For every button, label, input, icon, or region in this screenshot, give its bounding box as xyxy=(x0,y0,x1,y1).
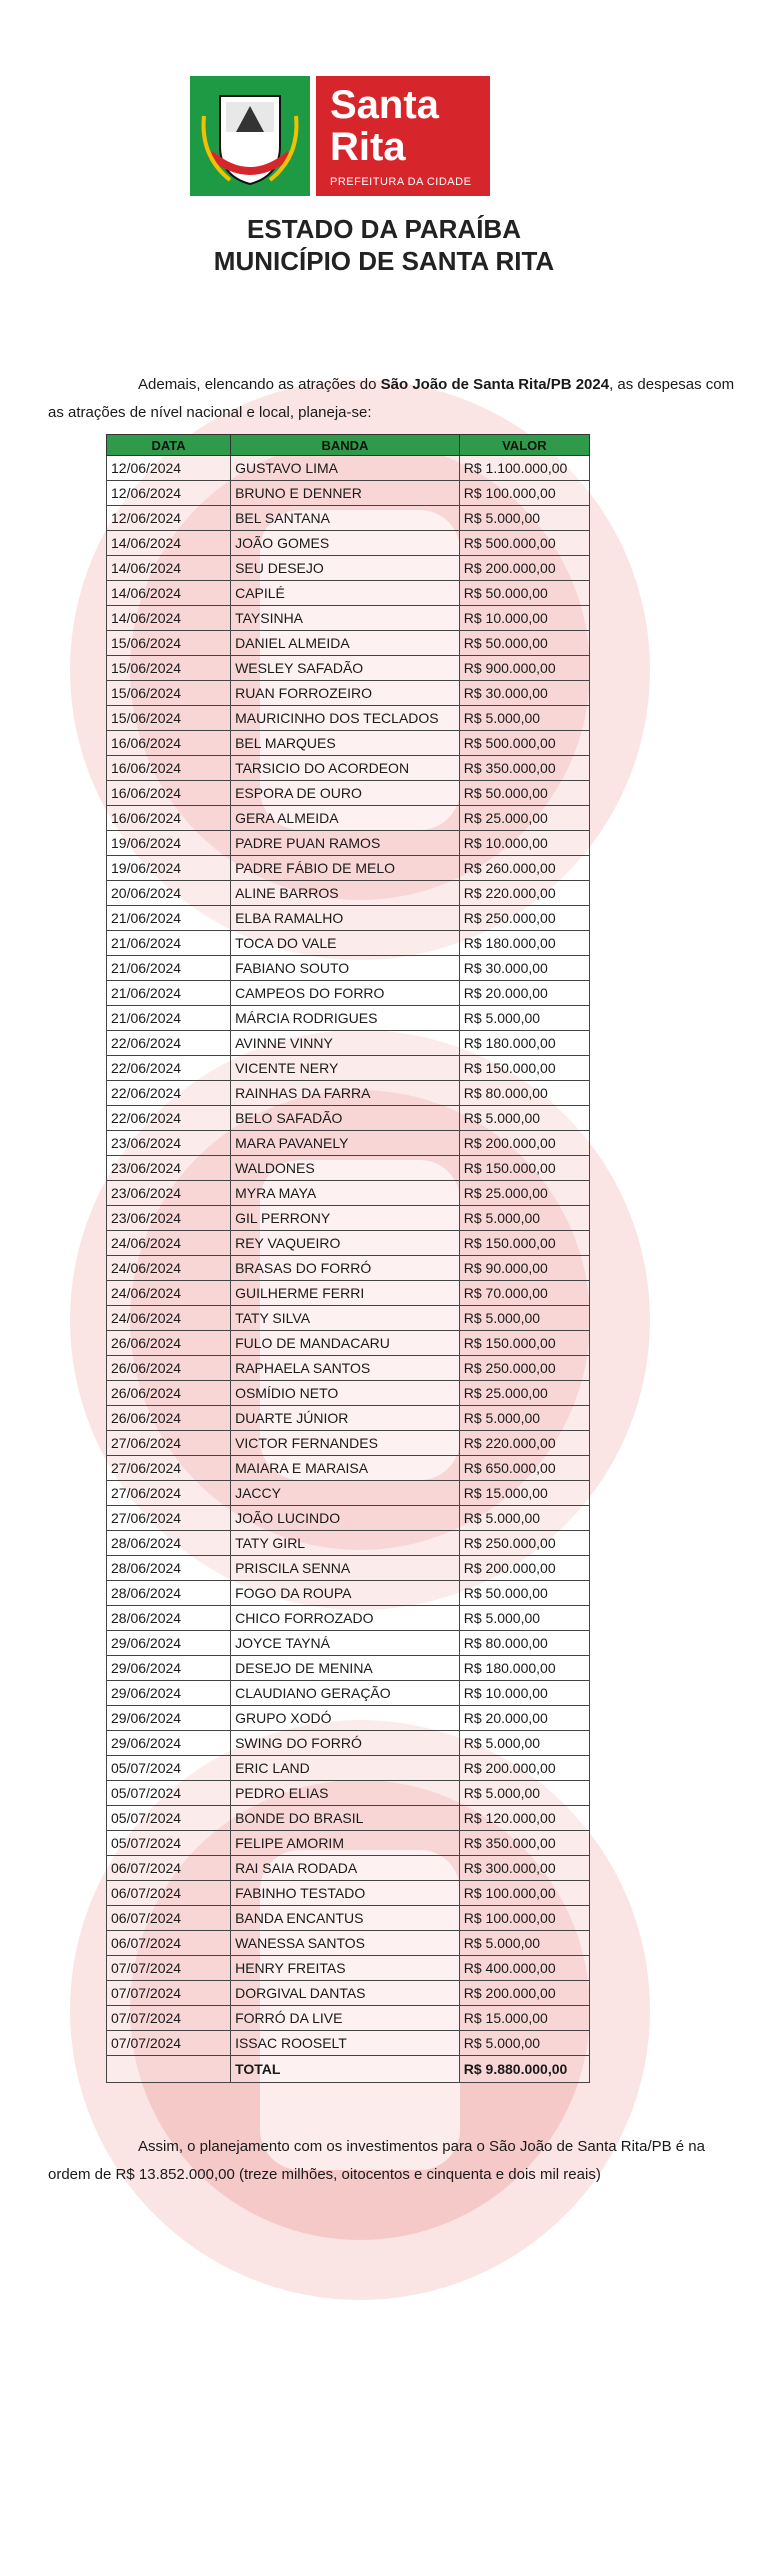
value-cell: R$ 150.000,00 xyxy=(459,1231,589,1256)
value-cell: R$ 200.000,00 xyxy=(459,1756,589,1781)
value-cell: R$ 120.000,00 xyxy=(459,1806,589,1831)
value-cell: R$ 50.000,00 xyxy=(459,1581,589,1606)
date-cell: 26/06/2024 xyxy=(107,1406,231,1431)
table-header-row xyxy=(107,435,590,456)
date-cell: 27/06/2024 xyxy=(107,1456,231,1481)
table-row xyxy=(107,581,590,606)
brand-tagline: PREFEITURA DA CIDADE xyxy=(330,176,472,188)
band-cell: CLAUDIANO GERAÇÃO xyxy=(231,1681,460,1706)
value-cell: R$ 200.000,00 xyxy=(459,1556,589,1581)
band-cell: MAIARA E MARAISA xyxy=(231,1456,460,1481)
table-row xyxy=(107,1106,590,1131)
value-cell: R$ 25.000,00 xyxy=(459,1381,589,1406)
table-row xyxy=(107,681,590,706)
value-cell: R$ 30.000,00 xyxy=(459,956,589,981)
band-cell: ELBA RAMALHO xyxy=(231,906,460,931)
table-row xyxy=(107,506,590,531)
table-row xyxy=(107,1206,590,1231)
band-cell: REY VAQUEIRO xyxy=(231,1231,460,1256)
band-cell: TARSICIO DO ACORDEON xyxy=(231,756,460,781)
table-row xyxy=(107,1231,590,1256)
table-row xyxy=(107,706,590,731)
value-cell: R$ 30.000,00 xyxy=(459,681,589,706)
value-cell: R$ 5.000,00 xyxy=(459,1606,589,1631)
band-cell: PRISCILA SENNA xyxy=(231,1556,460,1581)
table-row xyxy=(107,1956,590,1981)
table-row xyxy=(107,1731,590,1756)
value-cell: R$ 400.000,00 xyxy=(459,1956,589,1981)
table-row xyxy=(107,1931,590,1956)
value-cell: R$ 150.000,00 xyxy=(459,1056,589,1081)
value-cell: R$ 5.000,00 xyxy=(459,506,589,531)
value-cell: R$ 90.000,00 xyxy=(459,1256,589,1281)
date-cell: 27/06/2024 xyxy=(107,1431,231,1456)
date-cell: 29/06/2024 xyxy=(107,1731,231,1756)
date-cell: 07/07/2024 xyxy=(107,2006,231,2031)
value-cell: R$ 15.000,00 xyxy=(459,1481,589,1506)
band-cell: WESLEY SAFADÃO xyxy=(231,656,460,681)
table-row xyxy=(107,731,590,756)
table-row xyxy=(107,981,590,1006)
value-cell: R$ 5.000,00 xyxy=(459,1506,589,1531)
table-row xyxy=(107,1706,590,1731)
date-cell: 22/06/2024 xyxy=(107,1106,231,1131)
band-cell: RAINHAS DA FARRA xyxy=(231,1081,460,1106)
band-cell: TOCA DO VALE xyxy=(231,931,460,956)
table-row xyxy=(107,1606,590,1631)
date-cell: 26/06/2024 xyxy=(107,1356,231,1381)
table-row xyxy=(107,1581,590,1606)
table-row xyxy=(107,1081,590,1106)
date-cell: 06/07/2024 xyxy=(107,1906,231,1931)
brand-line-2: Rita xyxy=(330,125,406,169)
table-row xyxy=(107,931,590,956)
date-cell: 12/06/2024 xyxy=(107,506,231,531)
city-crest-icon xyxy=(190,76,310,196)
band-cell: ERIC LAND xyxy=(231,1756,460,1781)
band-cell: WANESSA SANTOS xyxy=(231,1931,460,1956)
band-cell: ESPORA DE OURO xyxy=(231,781,460,806)
band-cell: MAURICINHO DOS TECLADOS xyxy=(231,706,460,731)
date-cell: 24/06/2024 xyxy=(107,1281,231,1306)
value-cell: R$ 180.000,00 xyxy=(459,1031,589,1056)
table-row xyxy=(107,1031,590,1056)
table-row xyxy=(107,781,590,806)
value-cell: R$ 5.000,00 xyxy=(459,1406,589,1431)
date-cell: 16/06/2024 xyxy=(107,806,231,831)
band-cell: TATY GIRL xyxy=(231,1531,460,1556)
band-cell: SWING DO FORRÓ xyxy=(231,1731,460,1756)
date-cell: 05/07/2024 xyxy=(107,1831,231,1856)
value-cell: R$ 100.000,00 xyxy=(459,481,589,506)
value-cell: R$ 5.000,00 xyxy=(459,1006,589,1031)
date-cell: 21/06/2024 xyxy=(107,1006,231,1031)
value-cell: R$ 250.000,00 xyxy=(459,906,589,931)
value-cell: R$ 900.000,00 xyxy=(459,656,589,681)
value-cell: R$ 5.000,00 xyxy=(459,1781,589,1806)
date-cell: 12/06/2024 xyxy=(107,456,231,481)
band-cell: FORRÓ DA LIVE xyxy=(231,2006,460,2031)
band-cell: VICTOR FERNANDES xyxy=(231,1431,460,1456)
table-row xyxy=(107,1406,590,1431)
date-cell: 23/06/2024 xyxy=(107,1131,231,1156)
table-row xyxy=(107,1906,590,1931)
band-cell: MYRA MAYA xyxy=(231,1181,460,1206)
band-cell: RUAN FORROZEIRO xyxy=(231,681,460,706)
band-cell: PEDRO ELIAS xyxy=(231,1781,460,1806)
date-cell: 15/06/2024 xyxy=(107,656,231,681)
date-cell: 16/06/2024 xyxy=(107,781,231,806)
state-heading: ESTADO DA PARAÍBA xyxy=(247,214,521,244)
table-row xyxy=(107,481,590,506)
band-cell: FELIPE AMORIM xyxy=(231,1831,460,1856)
table-row xyxy=(107,1856,590,1881)
band-cell: FABIANO SOUTO xyxy=(231,956,460,981)
value-cell: R$ 200.000,00 xyxy=(459,1131,589,1156)
date-cell: 22/06/2024 xyxy=(107,1056,231,1081)
table-row xyxy=(107,2006,590,2031)
value-cell: R$ 5.000,00 xyxy=(459,1731,589,1756)
table-row xyxy=(107,1431,590,1456)
band-cell: RAPHAELA SANTOS xyxy=(231,1356,460,1381)
table-total-row xyxy=(107,2056,590,2083)
value-cell: R$ 5.000,00 xyxy=(459,1931,589,1956)
value-cell: R$ 150.000,00 xyxy=(459,1156,589,1181)
table-row xyxy=(107,456,590,481)
value-cell: R$ 300.000,00 xyxy=(459,1856,589,1881)
value-cell: R$ 50.000,00 xyxy=(459,581,589,606)
value-cell: R$ 260.000,00 xyxy=(459,856,589,881)
date-cell: 05/07/2024 xyxy=(107,1806,231,1831)
value-cell: R$ 220.000,00 xyxy=(459,881,589,906)
band-cell: GUSTAVO LIMA xyxy=(231,456,460,481)
date-cell: 14/06/2024 xyxy=(107,531,231,556)
value-cell: R$ 10.000,00 xyxy=(459,831,589,856)
date-cell: 26/06/2024 xyxy=(107,1331,231,1356)
band-cell: PADRE FÁBIO DE MELO xyxy=(231,856,460,881)
intro-text-end: , as despesas com as atrações de nível nacional e local, planeja-se: xyxy=(48,376,735,421)
date-cell: 16/06/2024 xyxy=(107,731,231,756)
date-cell: 21/06/2024 xyxy=(107,956,231,981)
value-cell: R$ 10.000,00 xyxy=(459,606,589,631)
date-cell: 23/06/2024 xyxy=(107,1181,231,1206)
band-cell: RAI SAIA RODADA xyxy=(231,1856,460,1881)
date-cell: 29/06/2024 xyxy=(107,1706,231,1731)
date-cell: 27/06/2024 xyxy=(107,1506,231,1531)
table-row xyxy=(107,956,590,981)
date-cell: 06/07/2024 xyxy=(107,1856,231,1881)
date-cell: 06/07/2024 xyxy=(107,1881,231,1906)
date-cell: 21/06/2024 xyxy=(107,981,231,1006)
value-cell: R$ 20.000,00 xyxy=(459,981,589,1006)
date-cell: 29/06/2024 xyxy=(107,1681,231,1706)
band-cell: BONDE DO BRASIL xyxy=(231,1806,460,1831)
band-cell: BEL MARQUES xyxy=(231,731,460,756)
table-row xyxy=(107,881,590,906)
date-cell: 23/06/2024 xyxy=(107,1156,231,1181)
band-cell: OSMÍDIO NETO xyxy=(231,1381,460,1406)
total-value: R$ 9.880.000,00 xyxy=(459,2056,589,2083)
date-cell: 28/06/2024 xyxy=(107,1581,231,1606)
date-cell: 21/06/2024 xyxy=(107,931,231,956)
date-cell: 19/06/2024 xyxy=(107,831,231,856)
table-row xyxy=(107,1156,590,1181)
table-row xyxy=(107,2031,590,2056)
band-cell: BELO SAFADÃO xyxy=(231,1106,460,1131)
date-cell: 28/06/2024 xyxy=(107,1556,231,1581)
value-cell: R$ 200.000,00 xyxy=(459,556,589,581)
band-cell: BEL SANTANA xyxy=(231,506,460,531)
table-row xyxy=(107,1831,590,1856)
table-row xyxy=(107,1881,590,1906)
value-cell: R$ 20.000,00 xyxy=(459,1706,589,1731)
band-cell: FULO DE MANDACARU xyxy=(231,1331,460,1356)
table-row xyxy=(107,631,590,656)
band-cell: JOYCE TAYNÁ xyxy=(231,1631,460,1656)
table-row xyxy=(107,1131,590,1156)
municipality-heading: MUNICÍPIO DE SANTA RITA xyxy=(213,246,555,276)
date-cell: 24/06/2024 xyxy=(107,1231,231,1256)
table-row xyxy=(107,1756,590,1781)
date-cell: 15/06/2024 xyxy=(107,706,231,731)
date-cell: 06/07/2024 xyxy=(107,1931,231,1956)
date-cell: 15/06/2024 xyxy=(107,631,231,656)
date-cell: 14/06/2024 xyxy=(107,581,231,606)
band-cell: CHICO FORROZADO xyxy=(231,1606,460,1631)
brand-line-1: Santa xyxy=(330,83,439,127)
band-cell: BRUNO E DENNER xyxy=(231,481,460,506)
band-cell: MARA PAVANELY xyxy=(231,1131,460,1156)
table-row xyxy=(107,806,590,831)
value-cell: R$ 50.000,00 xyxy=(459,631,589,656)
table-row xyxy=(107,1556,590,1581)
band-cell: WALDONES xyxy=(231,1156,460,1181)
value-cell: R$ 5.000,00 xyxy=(459,706,589,731)
band-cell: ISSAC ROOSELT xyxy=(231,2031,460,2056)
date-cell: 14/06/2024 xyxy=(107,556,231,581)
intro-text: Ademais, elencando as atrações do xyxy=(138,376,381,393)
value-cell: R$ 350.000,00 xyxy=(459,1831,589,1856)
band-cell: JOÃO GOMES xyxy=(231,531,460,556)
table-row xyxy=(107,1481,590,1506)
band-cell: BANDA ENCANTUS xyxy=(231,1906,460,1931)
table-row xyxy=(107,1356,590,1381)
table-row xyxy=(107,1456,590,1481)
table-row xyxy=(107,1681,590,1706)
table-row xyxy=(107,756,590,781)
attractions-table xyxy=(106,434,590,2083)
band-cell: GUILHERME FERRI xyxy=(231,1281,460,1306)
value-cell: R$ 5.000,00 xyxy=(459,1306,589,1331)
value-cell: R$ 80.000,00 xyxy=(459,1631,589,1656)
date-cell: 26/06/2024 xyxy=(107,1381,231,1406)
brand-box xyxy=(316,76,490,196)
date-cell: 05/07/2024 xyxy=(107,1781,231,1806)
date-cell: 19/06/2024 xyxy=(107,856,231,881)
intro-event-name: São João de Santa Rita/PB 2024 xyxy=(380,376,610,393)
table-row xyxy=(107,906,590,931)
band-cell: CAPILÉ xyxy=(231,581,460,606)
date-cell: 15/06/2024 xyxy=(107,681,231,706)
date-cell: 28/06/2024 xyxy=(107,1606,231,1631)
brand-name xyxy=(330,84,439,168)
date-cell: 24/06/2024 xyxy=(107,1256,231,1281)
table-row xyxy=(107,656,590,681)
date-cell: 07/07/2024 xyxy=(107,1956,231,1981)
closing-text: Assim, o planejamento com os investimentos para o São João de Santa Rita/PB é na ordem de R$ 13.852.000,00 (treze milhões, oitocentos e cinquenta e dois mil reais) xyxy=(48,2138,705,2183)
band-cell: FOGO DA ROUPA xyxy=(231,1581,460,1606)
value-cell: R$ 50.000,00 xyxy=(459,781,589,806)
date-cell: 07/07/2024 xyxy=(107,2031,231,2056)
date-cell: 07/07/2024 xyxy=(107,1981,231,2006)
table-row xyxy=(107,1331,590,1356)
band-cell: GRUPO XODÓ xyxy=(231,1706,460,1731)
date-cell: 22/06/2024 xyxy=(107,1031,231,1056)
date-cell: 20/06/2024 xyxy=(107,881,231,906)
table-row xyxy=(107,531,590,556)
value-cell: R$ 180.000,00 xyxy=(459,1656,589,1681)
table-row xyxy=(107,606,590,631)
band-cell: TATY SILVA xyxy=(231,1306,460,1331)
value-cell: R$ 80.000,00 xyxy=(459,1081,589,1106)
table-row xyxy=(107,1806,590,1831)
band-cell: HENRY FREITAS xyxy=(231,1956,460,1981)
value-cell: R$ 500.000,00 xyxy=(459,531,589,556)
table-row xyxy=(107,1506,590,1531)
date-cell: 27/06/2024 xyxy=(107,1481,231,1506)
date-cell: 24/06/2024 xyxy=(107,1306,231,1331)
table-row xyxy=(107,1056,590,1081)
band-cell: GIL PERRONY xyxy=(231,1206,460,1231)
band-cell: DANIEL ALMEIDA xyxy=(231,631,460,656)
date-cell: 12/06/2024 xyxy=(107,481,231,506)
band-cell: BRASAS DO FORRÓ xyxy=(231,1256,460,1281)
band-cell: CAMPEOS DO FORRO xyxy=(231,981,460,1006)
band-cell: JOÃO LUCINDO xyxy=(231,1506,460,1531)
value-cell: R$ 10.000,00 xyxy=(459,1681,589,1706)
band-cell: VICENTE NERY xyxy=(231,1056,460,1081)
band-cell: PADRE PUAN RAMOS xyxy=(231,831,460,856)
value-cell: R$ 15.000,00 xyxy=(459,2006,589,2031)
column-header-band: BANDA xyxy=(231,435,460,456)
band-cell: SEU DESEJO xyxy=(231,556,460,581)
band-cell: DESEJO DE MENINA xyxy=(231,1656,460,1681)
table-row xyxy=(107,1281,590,1306)
value-cell: R$ 500.000,00 xyxy=(459,731,589,756)
column-header-value: VALOR xyxy=(459,435,589,456)
date-cell: 05/07/2024 xyxy=(107,1756,231,1781)
table-row xyxy=(107,1531,590,1556)
table-row xyxy=(107,1006,590,1031)
band-cell: JACCY xyxy=(231,1481,460,1506)
value-cell: R$ 220.000,00 xyxy=(459,1431,589,1456)
value-cell: R$ 25.000,00 xyxy=(459,1181,589,1206)
table-row xyxy=(107,1631,590,1656)
band-cell: FABINHO TESTADO xyxy=(231,1881,460,1906)
date-cell: 23/06/2024 xyxy=(107,1206,231,1231)
total-label: TOTAL xyxy=(231,2056,460,2083)
band-cell: DUARTE JÚNIOR xyxy=(231,1406,460,1431)
value-cell: R$ 5.000,00 xyxy=(459,1106,589,1131)
table-row xyxy=(107,1781,590,1806)
city-logo xyxy=(190,76,490,196)
table-row xyxy=(107,1981,590,2006)
value-cell: R$ 150.000,00 xyxy=(459,1331,589,1356)
table-row xyxy=(107,1256,590,1281)
value-cell: R$ 250.000,00 xyxy=(459,1531,589,1556)
value-cell: R$ 25.000,00 xyxy=(459,806,589,831)
band-cell: AVINNE VINNY xyxy=(231,1031,460,1056)
table-row xyxy=(107,1656,590,1681)
value-cell: R$ 200.000,00 xyxy=(459,1981,589,2006)
date-cell: 14/06/2024 xyxy=(107,606,231,631)
table-row xyxy=(107,1381,590,1406)
band-cell: MÁRCIA RODRIGUES xyxy=(231,1006,460,1031)
table-row xyxy=(107,1181,590,1206)
value-cell: R$ 1.100.000,00 xyxy=(459,456,589,481)
date-cell: 29/06/2024 xyxy=(107,1631,231,1656)
band-cell: TAYSINHA xyxy=(231,606,460,631)
closing-paragraph xyxy=(48,2133,738,2189)
band-cell: GERA ALMEIDA xyxy=(231,806,460,831)
value-cell: R$ 100.000,00 xyxy=(459,1906,589,1931)
column-header-date: DATA xyxy=(107,435,231,456)
value-cell: R$ 650.000,00 xyxy=(459,1456,589,1481)
table-row xyxy=(107,556,590,581)
value-cell: R$ 5.000,00 xyxy=(459,1206,589,1231)
band-cell: ALINE BARROS xyxy=(231,881,460,906)
date-cell: 28/06/2024 xyxy=(107,1531,231,1556)
date-cell: 21/06/2024 xyxy=(107,906,231,931)
table-row xyxy=(107,1306,590,1331)
value-cell: R$ 5.000,00 xyxy=(459,2031,589,2056)
table-row xyxy=(107,831,590,856)
date-cell: 22/06/2024 xyxy=(107,1081,231,1106)
value-cell: R$ 180.000,00 xyxy=(459,931,589,956)
band-cell: DORGIVAL DANTAS xyxy=(231,1981,460,2006)
date-cell: 29/06/2024 xyxy=(107,1656,231,1681)
table-row xyxy=(107,856,590,881)
value-cell: R$ 70.000,00 xyxy=(459,1281,589,1306)
value-cell: R$ 250.000,00 xyxy=(459,1356,589,1381)
value-cell: R$ 350.000,00 xyxy=(459,756,589,781)
value-cell: R$ 100.000,00 xyxy=(459,1881,589,1906)
total-empty-cell xyxy=(107,2056,231,2083)
date-cell: 16/06/2024 xyxy=(107,756,231,781)
intro-paragraph xyxy=(48,371,738,427)
